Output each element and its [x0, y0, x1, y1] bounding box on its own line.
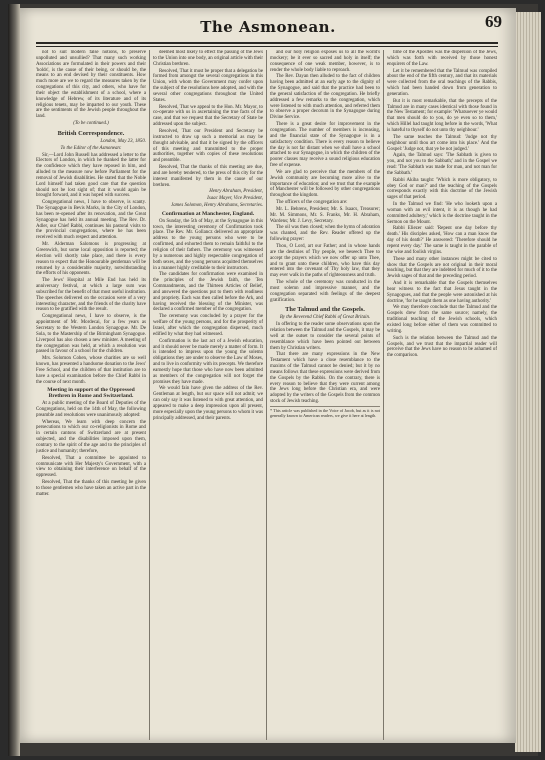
dateline: London, May 23, 1850.	[100, 138, 146, 144]
header-rule-thin	[36, 46, 498, 47]
section-heading: The Talmud and the Gospels.	[285, 306, 365, 314]
column-1	[36, 50, 146, 740]
paragraph: Congregational news, I have to observe, is the appointment of Mr. Mordecai, for a few years as Secretary to the Western London Synagogue. Mr. De Sola, to the Mastership of the Birmingham Synagogue. Liverpool has also chosen a new minister. A meeting of the congregation was held, at which a resolution was passed in favour of a school for the children.	[36, 314, 146, 355]
paragraph: Mr. L. Behrens, President; Mr. S. Isaacs, Treasurer; Mr. M. Simmons, Mr. S. Franks, Mr. H. Abraham, Wardens; Mr. J. Levy, Secretary.	[270, 206, 380, 224]
paragraph: Rabbi Akiba taught: 'Which is more obligatory, to obey God or man?' and the teaching of the Gospels corresponds exactly with this doctrine of the Jewish sages of that period.	[387, 177, 497, 201]
paragraph: deemed most likely to effect the passing of the Jews to the Union into one body, an original article with their Christian brethren.	[153, 50, 263, 67]
paragraph: Such is the relation between the Talmud and the Gospels, and we trust that the impartial reader will perceive that the Jews have no reason to be ashamed of the comparison.	[387, 335, 497, 359]
book-spine-edge	[8, 4, 20, 756]
continued-note: (To be continued.)	[73, 121, 109, 127]
paragraph: At a public meeting of the Board of Deputies of the Congregations, held on the 14th of May, the following preamble and resolutions were unanimously adopted:	[36, 401, 146, 418]
signature: James Solomon, Henry Abrahams, Secretaries.	[171, 203, 263, 209]
paragraph: Resolved, That a committee be appointed to communicate with Her Majesty's Government, with a view to obtaining their interference on behalf of the oppressed.	[36, 455, 146, 479]
paragraph: Congregational news, I have to observe, is scanty. The Synagogue in Bevis Marks, in the City of London, has been re-opened after its renovation, and the Great Synagogue has held its annual meeting. The Rev. Dr. Adler, our Chief Rabbi, continues his pastoral visits to the provincial congregations, where he has been received with much respect and attention.	[36, 200, 146, 241]
column-divider	[149, 50, 150, 740]
paragraph: In offering to the reader some observations upon the relation between the Talmud and the Gospels, it may be well at the outset to consider the several points of resemblance which have been pointed out between them by Christian writers.	[270, 322, 380, 351]
page-number: 69	[485, 12, 502, 31]
paragraph: In the Talmud we find: 'He who looketh upon a woman with an evil intent, it is as though he had committed adultery;' which is the doctrine taught in the Sermon on the Mount.	[387, 202, 497, 225]
paragraph: The Rev. Dayan then alluded to the fact of children having been admitted at an early age to the dignity of the Synagogue, and said that the practice had been to the general satisfaction of the congregation. He briefly addressed a few remarks to the congregation, which were listened to with much attention, and referred them to observe a proper decorum in the Synagogue during Divine Service.	[270, 74, 380, 121]
column-divider	[383, 50, 384, 740]
paragraph: Mr. Alderman Salomons is progressing at Greenwich, but some local opposition is reported; the election will shortly take place, and there is every reason to expect that the Honourable gentleman will be returned by a considerable majority, notwithstanding the efforts of his opponents.	[36, 242, 146, 277]
section-heading: Confirmation at Manchester, England.	[161, 210, 255, 217]
paragraph: not to suit modern false notions, to preserve unpolluted and unsullied? That many such working Associations are formulated in their powers and their 'holds', is the cause of their being, or should be, the means to an end devised by their constituents. How much more are we to regard the measures taken by the congregations of this city, and others, who have for their object the establishment of a school, where a knowledge of Hebrew, of its literature and of its religious tenets, may be imparted to our youth. These are the sentiments of the Jewish people throughout the land.	[36, 50, 146, 120]
paragraph: The officers of the congregation are:	[276, 200, 348, 206]
paragraph: Resolved, That we appeal to the Hon. Mr. Mayor, to co-operate with us in ascertaining the true facts of the case, and that we request that the Secretary of State be addressed upon the subject.	[153, 104, 263, 128]
footnote: * This article was published in the Voice of Jacob, but as it is not generally known to American readers, we give it here at length.	[270, 407, 380, 418]
section-heading: British Correspondence.	[57, 129, 125, 137]
paragraph: Let it be remembered that the Talmud was compiled about the end of the fifth century, and that its materials were collected from the oral teachings of the Rabbis, which had been handed down from generation to generation.	[387, 68, 497, 97]
paragraph: There is a great desire for improvement in the congregation. The number of members is increasing, and the financial state of the Synagogue is in a satisfactory condition. There is every reason to believe the day is not far distant when we shall have a school attached to our Synagogue, in which the children of the poorer classes may receive a sound religious education free of expense.	[270, 122, 380, 169]
paragraph: Rabbi Eliezer said: 'Repent one day before thy death.' His disciples asked, 'How can a man know the day of his death?' He answered: 'Therefore should he repent every day.' The same is taught in the parable of the wise and foolish virgins.	[387, 226, 497, 255]
paragraph: Mrs. Solomon Cohen, whose charities are so well known, has presented a handsome donation to the Jews' Free School, and the children of that institution are to have a special examination before the Chief Rabbi in the course of next month.	[36, 356, 146, 385]
paragraph: Resolved, That the thanks of this meeting be given to those gentlemen who have taken an active part in the matter.	[36, 480, 146, 497]
paragraph: The whole of the ceremony was conducted in the most solemn and impressive manner, and the congregation separated with feelings of the deepest gratification.	[270, 280, 380, 303]
paragraph: We would fain have given the address of the Rev. Gentleman at length, but our space will not admit; we can only say it was listened to with great attention, and appeared to make a deep impression upon all present, more especially upon the young persons to whom it was principally addressed, and their parents.	[153, 386, 263, 421]
signature: Isaac Mayer, Vice President,	[207, 196, 263, 202]
paragraph: Resolved, That the thanks of this meeting are due, and are hereby tendered, to the press of this city for the interest manifested by them in the cause of our brethren.	[153, 165, 263, 188]
header-rule	[36, 42, 498, 44]
paragraph: And it is remarkable that the Gospels themselves bear witness to the fact that Jesus taught in the Synagogues, and that the people were astonished at his doctrine, 'for he taught them as one having authority.'	[387, 281, 497, 304]
newspaper-title: The Asmonean.	[200, 18, 336, 36]
paragraph: Resolved, That our President and Secretary be instructed to draw up such a memorial as may be thought advisable, and that it be signed by the officers of this meeting and transmitted to the proper authorities, together with copies of these resolutions and preamble.	[153, 128, 263, 164]
signature: Henry Abraham, President,	[209, 189, 263, 195]
paragraph: The candidates for confirmation were examined in the principles of the Jewish faith, the Ten Commandments, and the Thirteen Articles of Belief, and answered the questions put to them with readiness and propriety. Each was then called before the Ark, and having received the blessing of the Minister, was declared a confirmed member of the congregation.	[153, 272, 263, 313]
paragraph: Thou, O Lord, art our Father; and in whose hands are the destinies of Thy people, we beseech Thee to accept the prayers which we now offer up unto Thee, and to grant unto these children, who have this day entered into the covenant of Thy holy law, that they may ever walk in the paths of righteousness and truth.	[270, 244, 380, 279]
page-stack-edges	[515, 12, 541, 752]
paragraph: On Sunday, the 5th of May, at the Synagogue in this town, the interesting ceremony of Confirmation took place. The Rev. Mr. Gollancz delivered an appropriate address to the young persons who were to be confirmed, and exhorted them to remain faithful to the religion of their fathers. The ceremony was witnessed by a numerous and highly respectable congregation of both sexes, and the young persons acquitted themselves in a manner highly creditable to their instructors.	[153, 218, 263, 271]
paragraph: Sir,—Lord John Russell has addressed a letter to the Electors of London, in which he thanked the latter for the confidence which they have reposed in him, and alluded to the measure now before Parliament for the removal of Jewish disabilities. He stated that the Noble Lord himself had taken good care that the question should not be lost sight of; that it would again be brought forward, and it was hoped with success.	[36, 152, 146, 199]
paragraph: We may therefore conclude that the Talmud and the Gospels drew from the same source; namely, the traditional teaching of the Jewish schools, which existed long before either of them was committed to writing.	[387, 305, 497, 334]
paragraph: But it is most remarkable, that the precepts of the Talmud are in many cases identical with those found in the New Testament; for example: 'Whatsoever ye would that men should do to you, do ye even so to them,' which Hillel had taught long before in the words, 'What is hateful to thyself do not unto thy neighbour.'	[387, 98, 497, 133]
paragraph: Again, the Talmud says: 'The Sabbath is given to you, and not you to the Sabbath;' and in the Gospel we read: 'The Sabbath was made for man, and not man for the Sabbath.'	[387, 153, 497, 176]
paragraph: The same teaches the Talmud: 'Judge not thy neighbour until thou art come into his place.' And the Gospel: 'Judge not, that ye be not judged.'	[387, 134, 497, 152]
paragraph: These and many other instances might be cited to show that the Gospels are not original in their moral teaching, but that they are indebted for much of it to the Jewish sages of that and the preceding period.	[387, 256, 497, 280]
paragraph: The Jews' Hospital at Mile End has held its anniversary festival, at which a large sum was subscribed for the benefit of that most useful institution. The speeches delivered on the occasion were of a very interesting character, and the friends of the charity have reason to be gratified with the result.	[36, 278, 146, 313]
paragraph: time of the Apostles was the dispersion of the Jews, which was forth with received by those honest enquirers of the Law.	[387, 50, 497, 67]
masthead	[20, 8, 516, 42]
paragraph: Whereas, We learn with deep concern the persecutions to which our co-religionists in Rome and in certain cantons of Switzerland are at present subjected, and the disabilities imposed upon them, contrary to the spirit of the age and to the principles of justice and humanity; therefore,	[36, 419, 146, 454]
salutation: To the Editor of the Asmonean:	[60, 145, 122, 151]
newspaper-page	[20, 8, 516, 743]
byline: By the Reverend Chief Rabbi of Great Britain.	[279, 315, 371, 321]
column-2	[153, 50, 263, 740]
column-divider	[266, 50, 267, 740]
section-heading: Meeting in support of the Oppressed Brethren in Rome and Switzerland.	[47, 387, 135, 400]
paragraph: Resolved, That it must be proper that a delegation be formed from amongst the several congregations in this Union, with whom the Government may confer upon the subject of the resolutions here adopted, and with the several other congregations throughout the United States.	[153, 68, 263, 103]
paragraph: Confirmation is the last act of a Jewish education, and it should never be made merely a matter of form. It is intended to impress upon the young the solemn obligations they are under to observe the Law of Moses, and to live in conformity with its precepts. We therefore earnestly hope that those who have now been admitted as members of the congregation will not forget the promises they have made.	[153, 338, 263, 385]
paragraph: We are glad to perceive that the members of the Jewish community are becoming more alive to the importance of education; and we trust that the example of Manchester will be followed by other congregations throughout the kingdom.	[270, 169, 380, 199]
paragraph: The ceremony was concluded by a prayer for the welfare of the young persons, and for the prosperity of Israel, after which the congregation dispersed, much edified by what they had witnessed.	[153, 314, 263, 337]
paragraph: The oil was then closed; when the hymn of adoration was chanted, and the Rev. Reader offered up the following prayer:	[270, 225, 380, 243]
text-columns	[36, 50, 498, 740]
paragraph: That there are many expressions in the New Testament which have a close resemblance to the maxims of the Talmud cannot be denied; but it by no means follows that these expressions were derived from the Gospels by the Rabbis. On the contrary, there is every reason to believe that they were current among the Jews long before the Christian era, and were adopted by the writers of the Gospels from the common stock of Jewish teaching.	[270, 352, 380, 405]
column-3	[270, 50, 380, 740]
column-4	[387, 50, 497, 740]
paragraph: and our holy religion exposes us to all the world's mockery; be it ever so sacred and holy in itself; the consequence of one weak member, however, is to render the whole body liable to reproach.	[270, 50, 380, 73]
